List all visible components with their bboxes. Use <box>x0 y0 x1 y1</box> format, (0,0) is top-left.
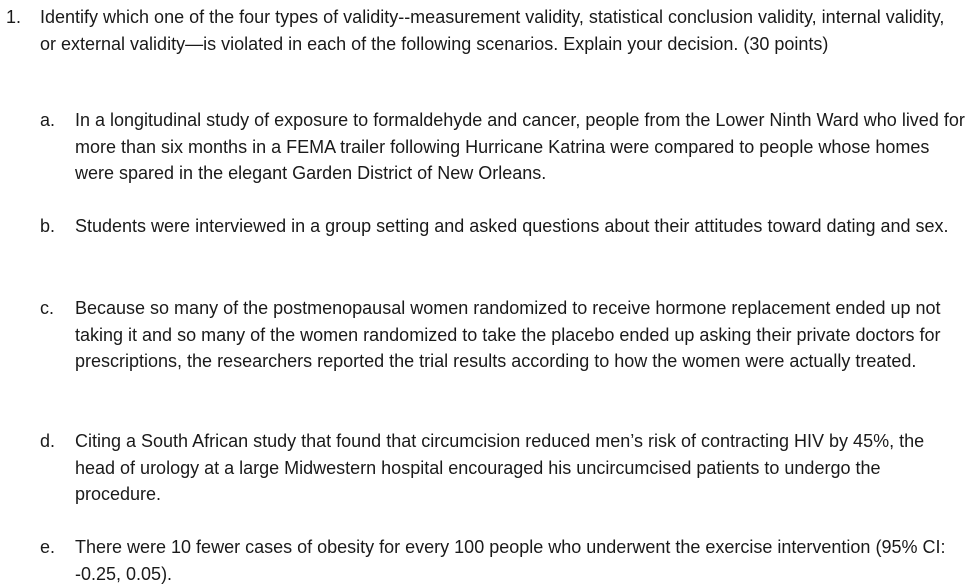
scenario-text: There were 10 fewer cases of obesity for every 100 people who underwent the exercise intervention (95% CI: -0.25, 0.05). <box>75 537 946 584</box>
question-prompt: Identify which one of the four types of validity--measurement validity, statistical conclusion validity, internal validity, or external validity—is violated in each of the following scenarios. Explain your decision. (30 points) <box>40 7 945 54</box>
scenario-text: Students were interviewed in a group setting and asked questions about their attitudes toward dating and sex. <box>75 216 949 236</box>
scenario-text: Because so many of the postmenopausal women randomized to receive hormone replacement ended up not taking it and so many of the women randomized to take the placebo ended up asking their private doctors for prescriptions, the researchers reported the trial results according to how the women were actually treated. <box>75 298 941 371</box>
question-number: 1. <box>6 7 22 27</box>
scenario-letter: a. <box>40 110 56 130</box>
scenario-text: Citing a South African study that found that circumcision reduced men’s risk of contracting HIV by 45%, the head of urology at a large Midwestern hospital encouraged his uncircumcised patients to undergo the procedure. <box>75 431 925 504</box>
scenario-text: In a longitudinal study of exposure to formaldehyde and cancer, people from the Lower Ninth Ward who lived for more than six months in a FEMA trailer following Hurricane Katrina were compared to people whose homes were spared in the elegant Garden District of New Orleans. <box>75 110 965 183</box>
scenario-letter: b. <box>40 216 56 236</box>
scenario-letter: d. <box>40 431 56 451</box>
scenario-letter: e. <box>40 537 56 557</box>
scenario-letter: c. <box>40 298 55 318</box>
